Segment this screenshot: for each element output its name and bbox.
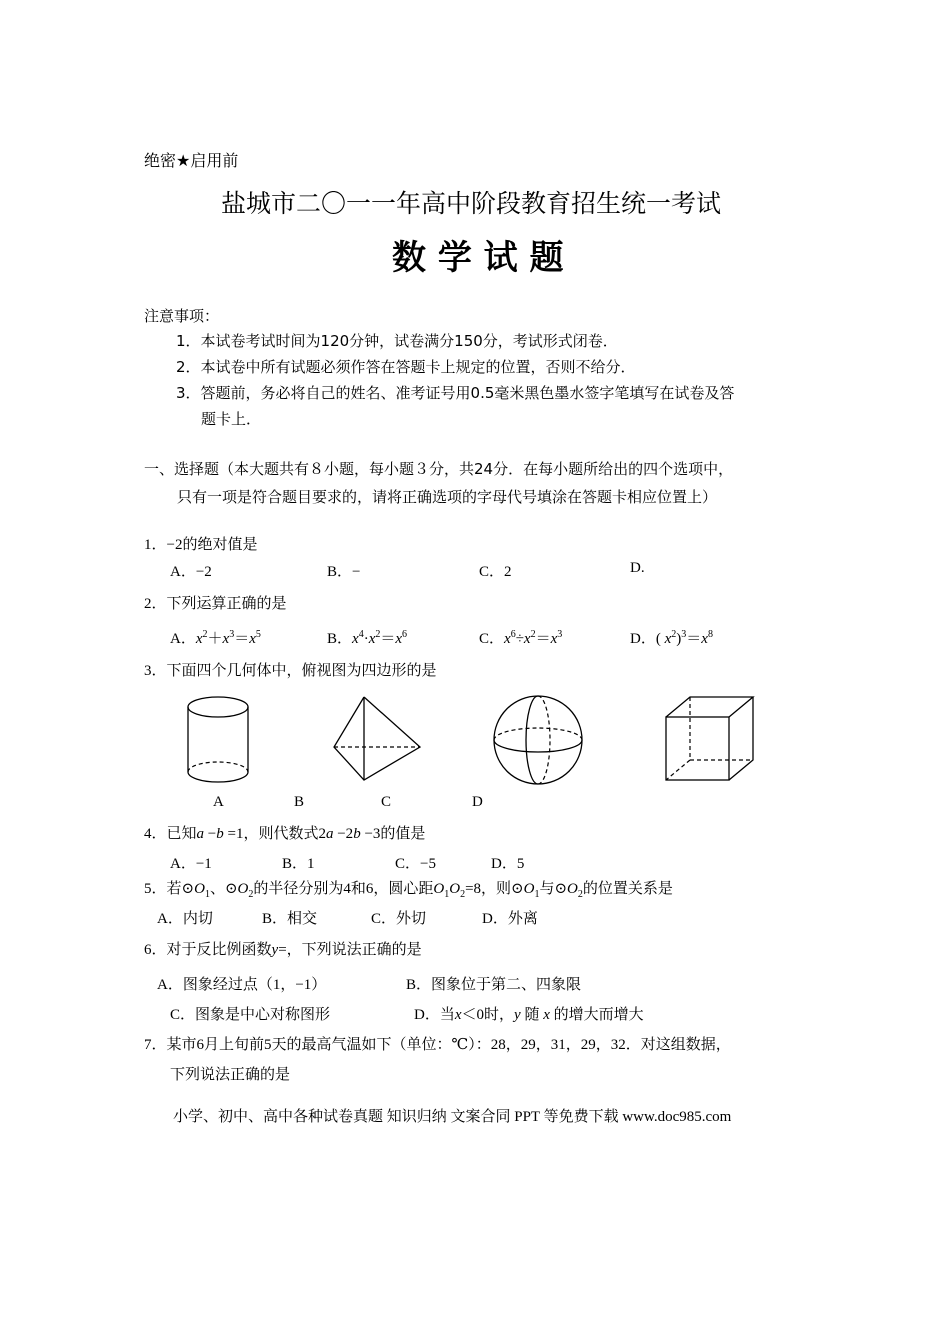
q4-option-a: A．−1 (170, 856, 212, 872)
q3-cube-figure (660, 692, 760, 787)
q5-option-b: B．相交 (262, 911, 318, 927)
q5-stem-mid: 的半径分别为4和6，圆心距 (253, 881, 434, 897)
q2-option-d: D．( $x^2)^3=x^8$ (630, 629, 713, 647)
confidential-label: 绝密★启用前 (144, 151, 239, 170)
q4-stem-suffix: 的值是 (380, 826, 426, 842)
q3-cylinder-figure (180, 692, 260, 787)
notice-heading: 注意事项： (144, 307, 220, 325)
q4-stem-mid: ，则代数式 (243, 826, 319, 842)
q5-stem-mid2: ，则 (481, 881, 512, 897)
q5-option-a: A．内切 (157, 911, 213, 927)
q2-option-b-label: B． (327, 631, 353, 647)
q2-option-b: B．$x^4\cdot x^2=x^6$ (327, 629, 408, 647)
notice-item-3: 3．答题前，务必将自己的姓名、准考证号用0.5毫米黑色墨水签字笔填写在试卷及答 (176, 384, 735, 402)
q4-stem: 4．已知a −b =1，则代数式2a −2b −3的值是 (144, 826, 426, 842)
q4-option-d: D．5 (491, 856, 525, 872)
q3-label-a: A (213, 794, 224, 810)
exam-title: 盐城市二〇一一年高中阶段教育招生统一考试 (221, 191, 722, 218)
q1-option-c: C．2 (479, 564, 512, 580)
q2-option-c-label: C． (479, 631, 505, 647)
q3-label-c: C (381, 794, 392, 810)
q5-option-c: C．外切 (371, 911, 427, 927)
q1-option-d: D. (630, 560, 645, 576)
q1-option-a: A．−2 (170, 564, 212, 580)
q4-option-c: C．−5 (395, 856, 436, 872)
q3-pyramid-figure (328, 692, 428, 787)
section1-line2: 只有一项是符合题目要求的，请将正确选项的字母代号填涂在答题卡相应位置上） (177, 488, 718, 506)
q5-stem: 5．若$⊙O_1$、$⊙O_2$的半径分别为4和6，圆心距$O_1O_2=8$，则$⊙O_1$与$⊙O_2$的位置关系是 (144, 881, 673, 900)
q2-option-d-label: D． (630, 631, 656, 647)
q2-option-a: A．$x^2+x^3=x^5$ (170, 629, 261, 647)
q2-stem: 2．下列运算正确的是 (144, 596, 287, 612)
q4-option-b: B．1 (282, 856, 315, 872)
q7-line1: 7．某市6月上旬前5天的最高气温如下（单位：℃）：28，29，31，29，32．对这组数据， (144, 1037, 731, 1053)
q4-stem-prefix: 4．已知 (144, 826, 197, 842)
section1-line1: 一、选择题（本大题共有８小题，每小题３分，共24分．在每小题所给出的四个选项中， (144, 460, 734, 478)
notice-item-3-cont: 题卡上． (201, 410, 262, 428)
q6-option-d-mid: ＜0时， (461, 1007, 515, 1023)
q6-option-d-suffix: 的增大而增大 (553, 1007, 644, 1023)
notice-item-2: 2．本试卷中所有试题必须作答在答题卡上规定的位置，否则不给分． (176, 358, 636, 376)
q2-option-a-label: A． (170, 631, 196, 647)
q7-line2: 下列说法正确的是 (170, 1067, 291, 1083)
notice-item-1: 1．本试卷考试时间为120分钟，试卷满分150分，考试形式闭卷． (176, 332, 618, 350)
subject-title: 数 学 试 题 (392, 238, 564, 278)
q3-stem: 3．下面四个几何体中，俯视图为四边形的是 (144, 663, 437, 679)
q5-stem-prefix: 5．若 (144, 881, 182, 897)
q3-label-b: B (294, 794, 305, 810)
q6-option-d-prefix: D．当 (414, 1007, 455, 1023)
q1-option-b: B．− (327, 564, 361, 580)
q2-option-c: C．$x^6\div x^2=x^3$ (479, 629, 563, 647)
q1-stem: 1．−2的绝对值是 (144, 537, 258, 553)
q3-sphere-figure (490, 692, 590, 787)
q6-option-d-mid2: 随 (524, 1007, 540, 1023)
q6-stem-prefix: 6．对于反比例函数 (144, 942, 272, 958)
footer-text: 小学、初中、高中各种试卷真题 知识归纳 文案合同 PPT 等免费下载 www.doc985.com (173, 1109, 732, 1125)
q6-stem: 6．对于反比例函数y=，下列说法正确的是 (144, 942, 422, 958)
q6-option-d: D．当x＜0时，y 随 x 的增大而增大 (414, 1007, 644, 1023)
q5-stem-suffix: 的位置关系是 (582, 881, 673, 897)
q6-stem-suffix: ，下列说法正确的是 (286, 942, 422, 958)
q6-option-c: C．图象是中心对称图形 (170, 1007, 331, 1023)
q6-option-a: A．图象经过点（1，−1） (157, 977, 327, 993)
q6-option-b: B．图象位于第二、四象限 (406, 977, 582, 993)
q5-option-d: D．外离 (482, 911, 538, 927)
q3-label-d: D (472, 794, 483, 810)
